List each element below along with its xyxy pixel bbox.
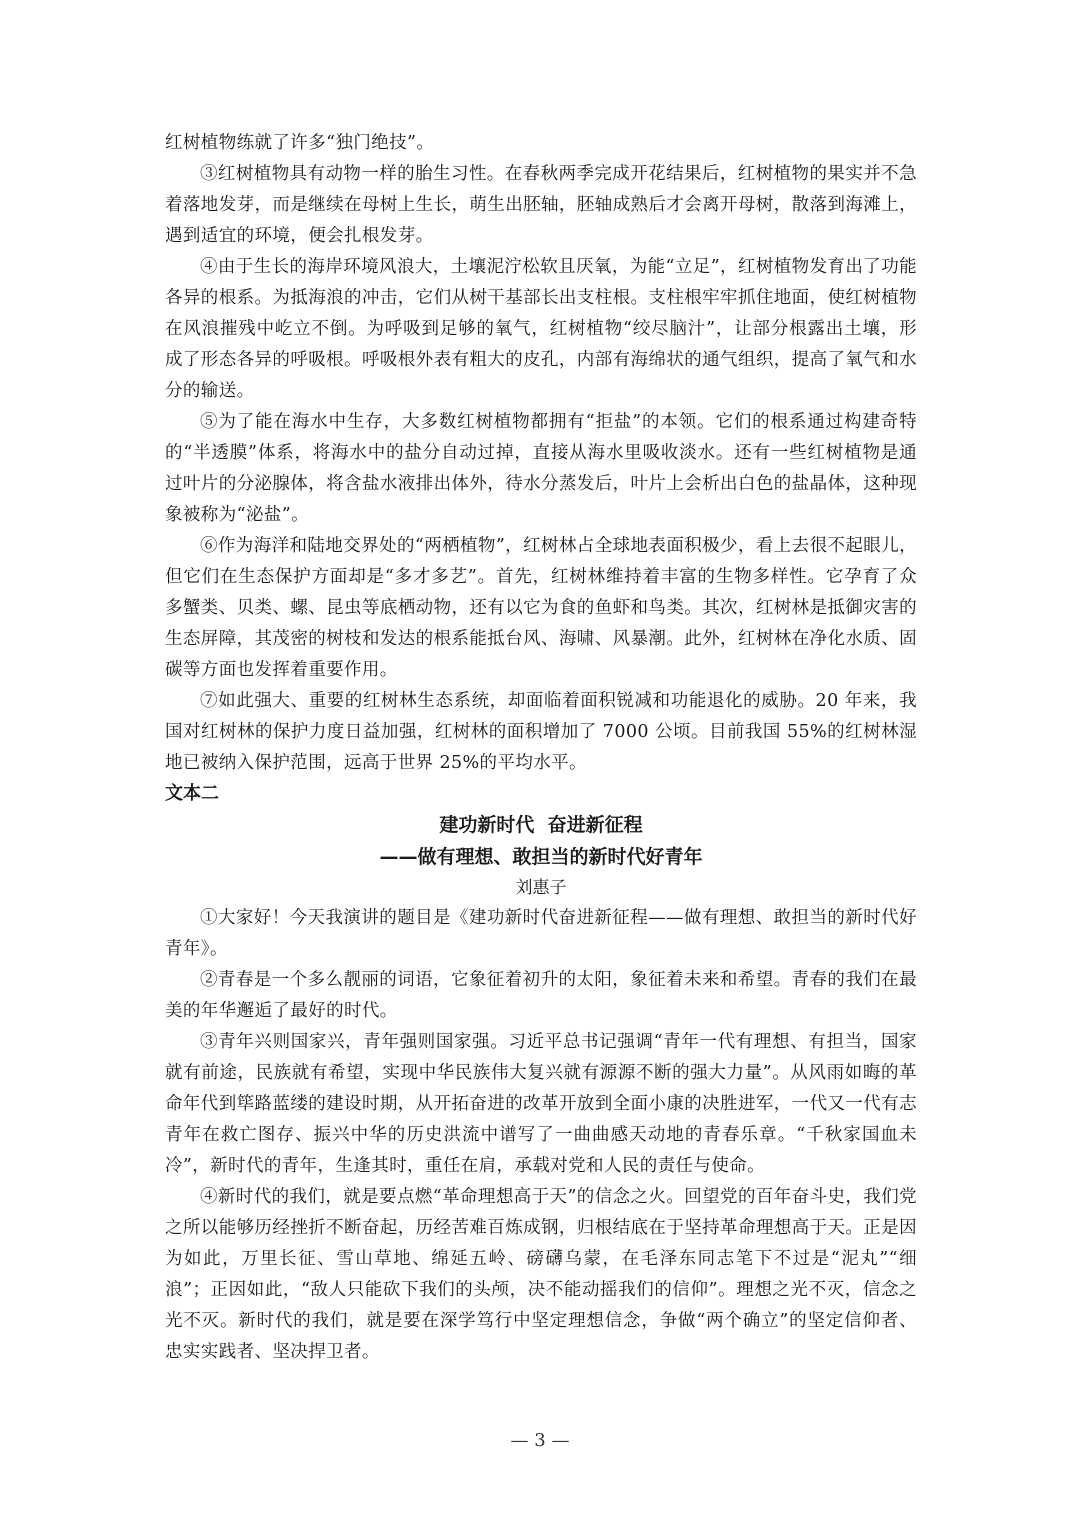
- text1-paragraph-6: ⑥作为海洋和陆地交界处的“两栖植物”，红树林占全球地表面积极少，看上去很不起眼儿，但它们在生态保护方面却是“多才多艺”。首先，红树林维持着丰富的生物多样性。它孕育了众多蟹类、贝类、螺、昆虫等底栖动物，还有以它为食的鱼虾和鸟类。其次，红树林是抵御灾害的生态屏障，其茂密的树枝和发达的根系能抵台风、海啸、风暴潮。此外，红树林在净化水质、固碳等方面也发挥着重要作用。: [165, 536, 917, 680]
- article-author: 刘惠子: [515, 878, 567, 898]
- text1-paragraph-3: ③红树植物具有动物一样的胎生习性。在春秋两季完成开花结果后，红树植物的果实并不急着落地发芽，而是继续在母树上生长，萌生出胚轴，胚轴成熟后才会离开母树，散落到海滩上，遇到适宜的环境，便会扎根发芽。: [165, 164, 917, 246]
- text2-paragraph-3: ③青年兴则国家兴，青年强则国家强。习近平总书记强调“青年一代有理想、有担当，国家就有前途，民族就有希望，实现中华民族伟大复兴就有源源不断的强大力量”。从风雨如晦的革命年代到筚路蓝缕的建设时期，从开拓奋进的改革开放到全面小康的决胜进军，一代又一代有志青年在救亡图存、振兴中华的历史洪流中谱写了一曲曲感天动地的青春乐章。“千秋家国血未冷”，新时代的青年，生逢其时，重任在肩，承载对党和人民的责任与使命。: [165, 1032, 917, 1176]
- article-subtitle: ——做有理想、敢担当的新时代好青年: [379, 846, 703, 868]
- text2-paragraph-2: ②青春是一个多么靓丽的词语，它象征着初升的太阳，象征着未来和希望。青春的我们在最美的年华邂逅了最好的时代。: [165, 970, 917, 1021]
- text1-paragraph-5: ⑤为了能在海水中生存，大多数红树植物都拥有“拒盐”的本领。它们的根系通过构建奇特的“半透膜”体系，将海水中的盐分自动过掉，直接从海水里吸收淡水。还有一些红树植物是通过叶片的分泌腺体，将含盐水液排出体外，待水分蒸发后，叶片上会析出白色的盐晶体，这种现象被称为“泌盐”。: [165, 412, 917, 525]
- text2-paragraph-1: ①大家好！今天我演讲的题目是《建功新时代奋进新征程——做有理想、敢担当的新时代好青年》。: [165, 908, 917, 959]
- text1-paragraph-4: ④由于生长的海岸环境风浪大，土壤泥泞松软且厌氧，为能“立足”，红树植物发育出了功能各异的根系。为抵海浪的冲击，它们从树干基部长出支柱根。支柱根牢牢抓住地面，使红树植物在风浪摧残中屹立不倒。为呼吸到足够的氧气，红树植物“绞尽脑汁”，让部分根露出土壤，形成了形态各异的呼吸根。呼吸根外表有粗大的皮孔，内部有海绵状的通气组织，提高了氧气和水分的输送。: [165, 257, 917, 401]
- page-number: — 3 —: [510, 1430, 570, 1451]
- text1-paragraph-continuation: 红树植物练就了许多“独门绝技”。: [165, 133, 435, 153]
- text2-paragraph-4: ④新时代的我们，就是要点燃“革命理想高于天”的信念之火。回望党的百年奋斗史，我们党之所以能够历经挫折不断奋起，历经苦难百炼成钢，归根结底在于坚持革命理想高于天。正是因为如此，万里长征、雪山草地、绵延五岭、磅礴乌蒙，在毛泽东同志笔下不过是“泥丸”“细浪”；正因如此，“敌人只能砍下我们的头颅，决不能动摇我们的信仰”。理想之光不灭，信念之光不灭。新时代的我们，就是要在深学笃行中坚定理想信念，争做“两个确立”的坚定信仰者、忠实实践者、坚决捍卫者。: [165, 1187, 917, 1362]
- section-label-text2: 文本二: [165, 783, 219, 804]
- article-title: 建功新时代 奋进新征程: [439, 814, 643, 836]
- page-content: [165, 128, 917, 1368]
- text1-paragraph-7: ⑦如此强大、重要的红树林生态系统，却面临着面积锐减和功能退化的威胁。20 年来，我国对红树林的保护力度日益加强，红树林的面积增加了 7000 公顷。目前我国 55%的红树林湿地已被纳入保护范围，远高于世界 25%的平均水平。: [165, 691, 917, 773]
